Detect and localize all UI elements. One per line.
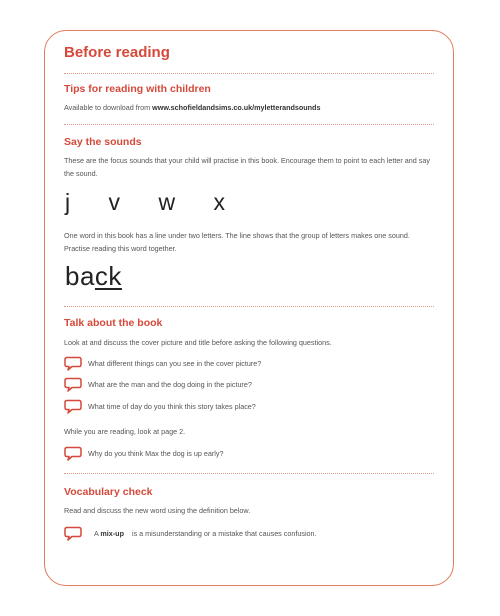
question-text: What different things can you see in the cover picture? [88, 358, 262, 368]
page-title: Before reading [64, 44, 170, 61]
tips-prefix: Available to download from [64, 103, 153, 112]
focus-letters [65, 189, 225, 216]
vocab-prefix: A [94, 528, 101, 538]
talk-intro: Look at and discuss the cover picture and title before asking the following questions. [64, 338, 332, 347]
practice-word [65, 261, 122, 292]
divider [64, 306, 434, 307]
speech-bubble-icon [64, 446, 82, 461]
divider [64, 473, 434, 474]
letter-x: x [213, 189, 225, 215]
download-url: www.schofieldandsims.co.uk/myletterandsounds [152, 103, 321, 112]
digraph-note: One word in this book has a line under two letters. The line shows that the group of letters makes one sound. Practise reading this word together. [64, 231, 410, 253]
speech-bubble-icon [64, 377, 82, 392]
sounds-intro: These are the focus sounds that your child will practise in this book. Encourage them to point to each letter and say the sound. [64, 156, 430, 178]
question-item [64, 445, 433, 461]
vocab-definition-text: is a misunderstanding or a mistake that causes confusion. [129, 528, 317, 538]
speech-bubble-icon [64, 399, 82, 414]
question-text: Why do you think Max the dog is up early? [88, 448, 224, 458]
letter-v: v [108, 189, 121, 215]
question-text: What are the man and the dog doing in the picture? [88, 379, 252, 389]
divider [64, 124, 434, 125]
vocab-item [64, 525, 433, 541]
speech-bubble-icon [64, 356, 82, 371]
during-reading-intro: While you are reading, look at page 2. [64, 427, 186, 436]
tips-heading: Tips for reading with children [64, 83, 211, 95]
question-item [64, 376, 433, 392]
vocab-word: mix-up [100, 528, 124, 538]
speech-bubble-icon [64, 526, 82, 541]
letter-w: w [158, 189, 176, 215]
question-item [64, 398, 433, 414]
question-item [64, 355, 433, 371]
vocab-heading: Vocabulary check [64, 486, 153, 498]
tips-text [64, 101, 431, 114]
before-reading-card [44, 30, 454, 586]
vocab-intro: Read and discuss the new word using the definition below. [64, 506, 251, 515]
practice-word-digraph: ck [94, 261, 122, 291]
practice-word-start: ba [65, 261, 95, 291]
sounds-heading: Say the sounds [64, 136, 142, 148]
divider [64, 73, 434, 74]
talk-heading: Talk about the book [64, 317, 163, 329]
question-text: What time of day do you think this story takes place? [88, 401, 256, 411]
vocab-definition [88, 529, 317, 538]
letter-j: j [65, 189, 71, 215]
